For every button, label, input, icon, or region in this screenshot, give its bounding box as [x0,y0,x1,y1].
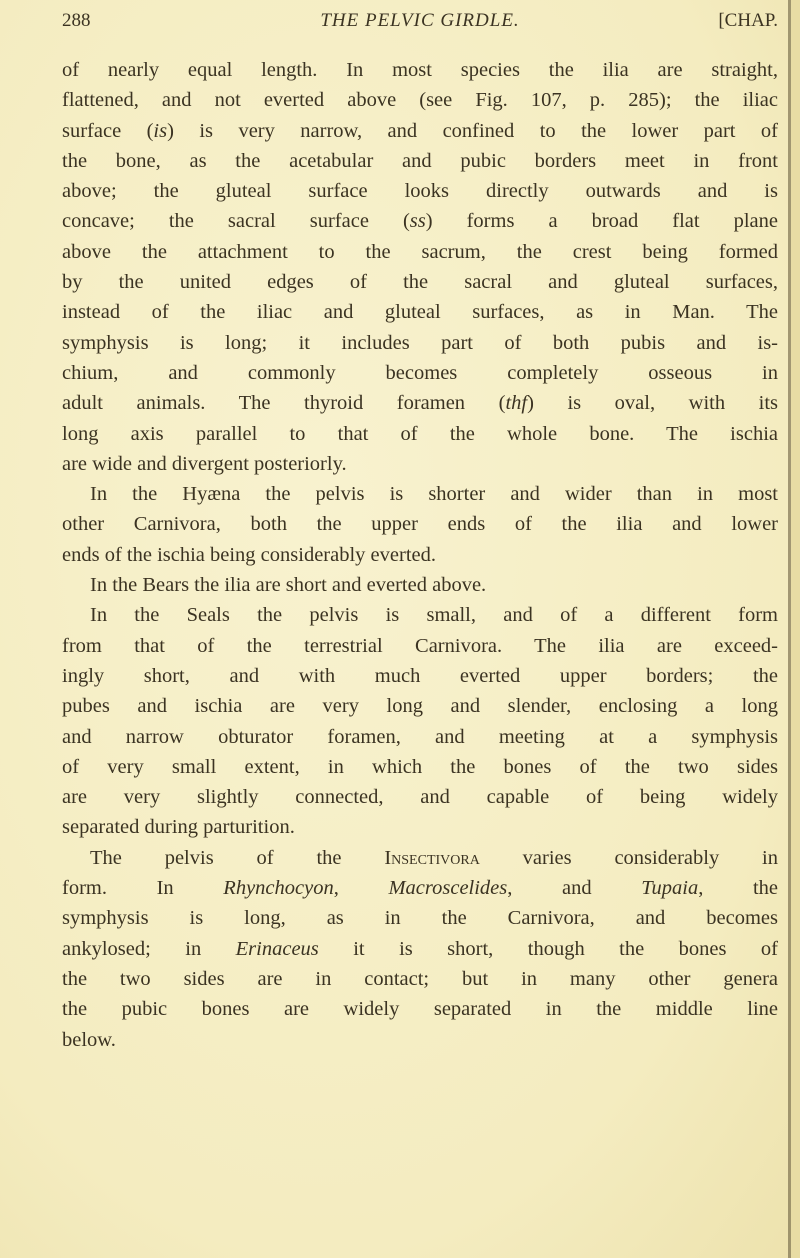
text-segment: the two sides are in contact; but in many other genera [62,967,778,990]
text-line [62,55,778,85]
text-segment: above the attachment to the sacrum, the crest being formed [62,240,778,263]
text-line [62,176,778,206]
text-segment: ends of the ischia being considerably everted. [62,543,436,566]
text-line [62,843,778,873]
text-line [62,812,778,842]
italic-term: thf [505,392,528,415]
text-segment: symphysis is long; it includes part of both pubis and is- [62,331,778,354]
text-segment: are very slightly connected, and capable of being widely [62,786,778,809]
text-segment: and narrow obturator foramen, and meeting at a symphysis [62,725,778,748]
text-line [62,116,778,146]
text-segment: concave; the sacral surface ( [62,210,410,233]
text-segment: flattened, and not everted above (see Fig. 107, p. 285); the iliac [62,89,778,112]
text-segment: The pelvis of the [90,846,385,869]
text-segment: symphysis is long, as in the Carnivora, and becomes [62,907,778,930]
text-segment: by the united edges of the sacral and gluteal surfaces, [62,271,778,294]
text-segment: adult animals. The thyroid foramen ( [62,392,506,415]
text-line [62,267,778,297]
text-line [62,722,778,752]
text-segment: ) forms a broad flat plane [425,210,779,233]
page-margin-strip [791,0,800,1258]
italic-term: is [153,119,168,142]
text-line [62,752,778,782]
text-line [62,419,778,449]
text-line [62,85,778,115]
text-segment: varies considerably in [479,846,778,869]
italic-term: Rhynchocyon [223,877,334,900]
text-segment: chium, and commonly becomes completely osseous in [62,361,778,384]
text-line [62,691,778,721]
text-line [62,449,778,479]
text-line [62,206,778,236]
text-line [62,388,778,418]
text-segment: below. [62,1028,116,1051]
text-segment: form. In [62,877,224,900]
running-title: THE PELVIC GIRDLE. [320,10,520,31]
text-segment: pubes and ischia are very long and slender, enclosing a long [62,695,778,718]
text-segment: , and [507,877,642,900]
text-segment: ) is oval, with its [527,392,778,415]
text-segment: ingly short, and with much everted upper borders; the [62,664,778,687]
text-segment: In the Hyæna the pelvis is shorter and wider than in most [90,483,778,506]
page-number: 288 [62,10,91,31]
text-line [62,964,778,994]
text-segment: are wide and divergent posteriorly. [62,452,347,475]
text-segment: surface ( [62,119,154,142]
text-line [62,358,778,388]
small-caps-term: Insectivora [384,846,480,869]
text-segment: above; the gluteal surface looks directly outwards and is [62,180,778,203]
text-line [62,994,778,1024]
text-segment: , [333,877,389,900]
text-line [62,328,778,358]
italic-term: Erinaceus [235,937,319,960]
text-line [62,903,778,933]
text-segment: of nearly equal length. In most species the ilia are straight, [62,59,778,81]
italic-term: ss [409,210,426,233]
text-line [62,540,778,570]
text-line [62,509,778,539]
text-line [62,873,778,903]
text-line [62,297,778,327]
text-line [62,600,778,630]
text-segment: from that of the terrestrial Carnivora. The ilia are exceed- [62,634,778,657]
text-line [62,934,778,964]
text-line [62,479,778,509]
text-segment: , the [698,877,778,900]
text-segment: In the Seals the pelvis is small, and of a different form [90,604,778,627]
text-segment: ) is very narrow, and confined to the lower part of [167,119,778,142]
chapter-mark: [CHAP. [718,10,778,31]
text-line [62,570,778,600]
body-text [62,55,778,1055]
text-segment: In the Bears the ilia are short and everted above. [90,574,487,597]
text-segment: the pubic bones are widely separated in the middle line [62,998,778,1021]
page-header [62,10,778,40]
text-segment: other Carnivora, both the upper ends of the ilia and lower [62,513,778,536]
text-segment: ankylosed; in [62,937,236,960]
text-segment: instead of the iliac and gluteal surfaces, as in Man. The [62,301,778,324]
text-line [62,146,778,176]
text-segment: of very small extent, in which the bones of the two sides [62,755,778,778]
text-line [62,782,778,812]
text-line [62,1025,778,1055]
italic-term: Tupaia [641,877,699,900]
text-segment: separated during parturition. [62,816,295,839]
text-segment: the bone, as the acetabular and pubic borders meet in front [62,149,778,172]
text-line [62,237,778,267]
text-line [62,631,778,661]
text-segment: it is short, though the bones of [318,937,778,960]
italic-term: Macroscelides [388,877,508,900]
text-line [62,661,778,691]
text-segment: long axis parallel to that of the whole bone. The ischia [62,422,778,445]
